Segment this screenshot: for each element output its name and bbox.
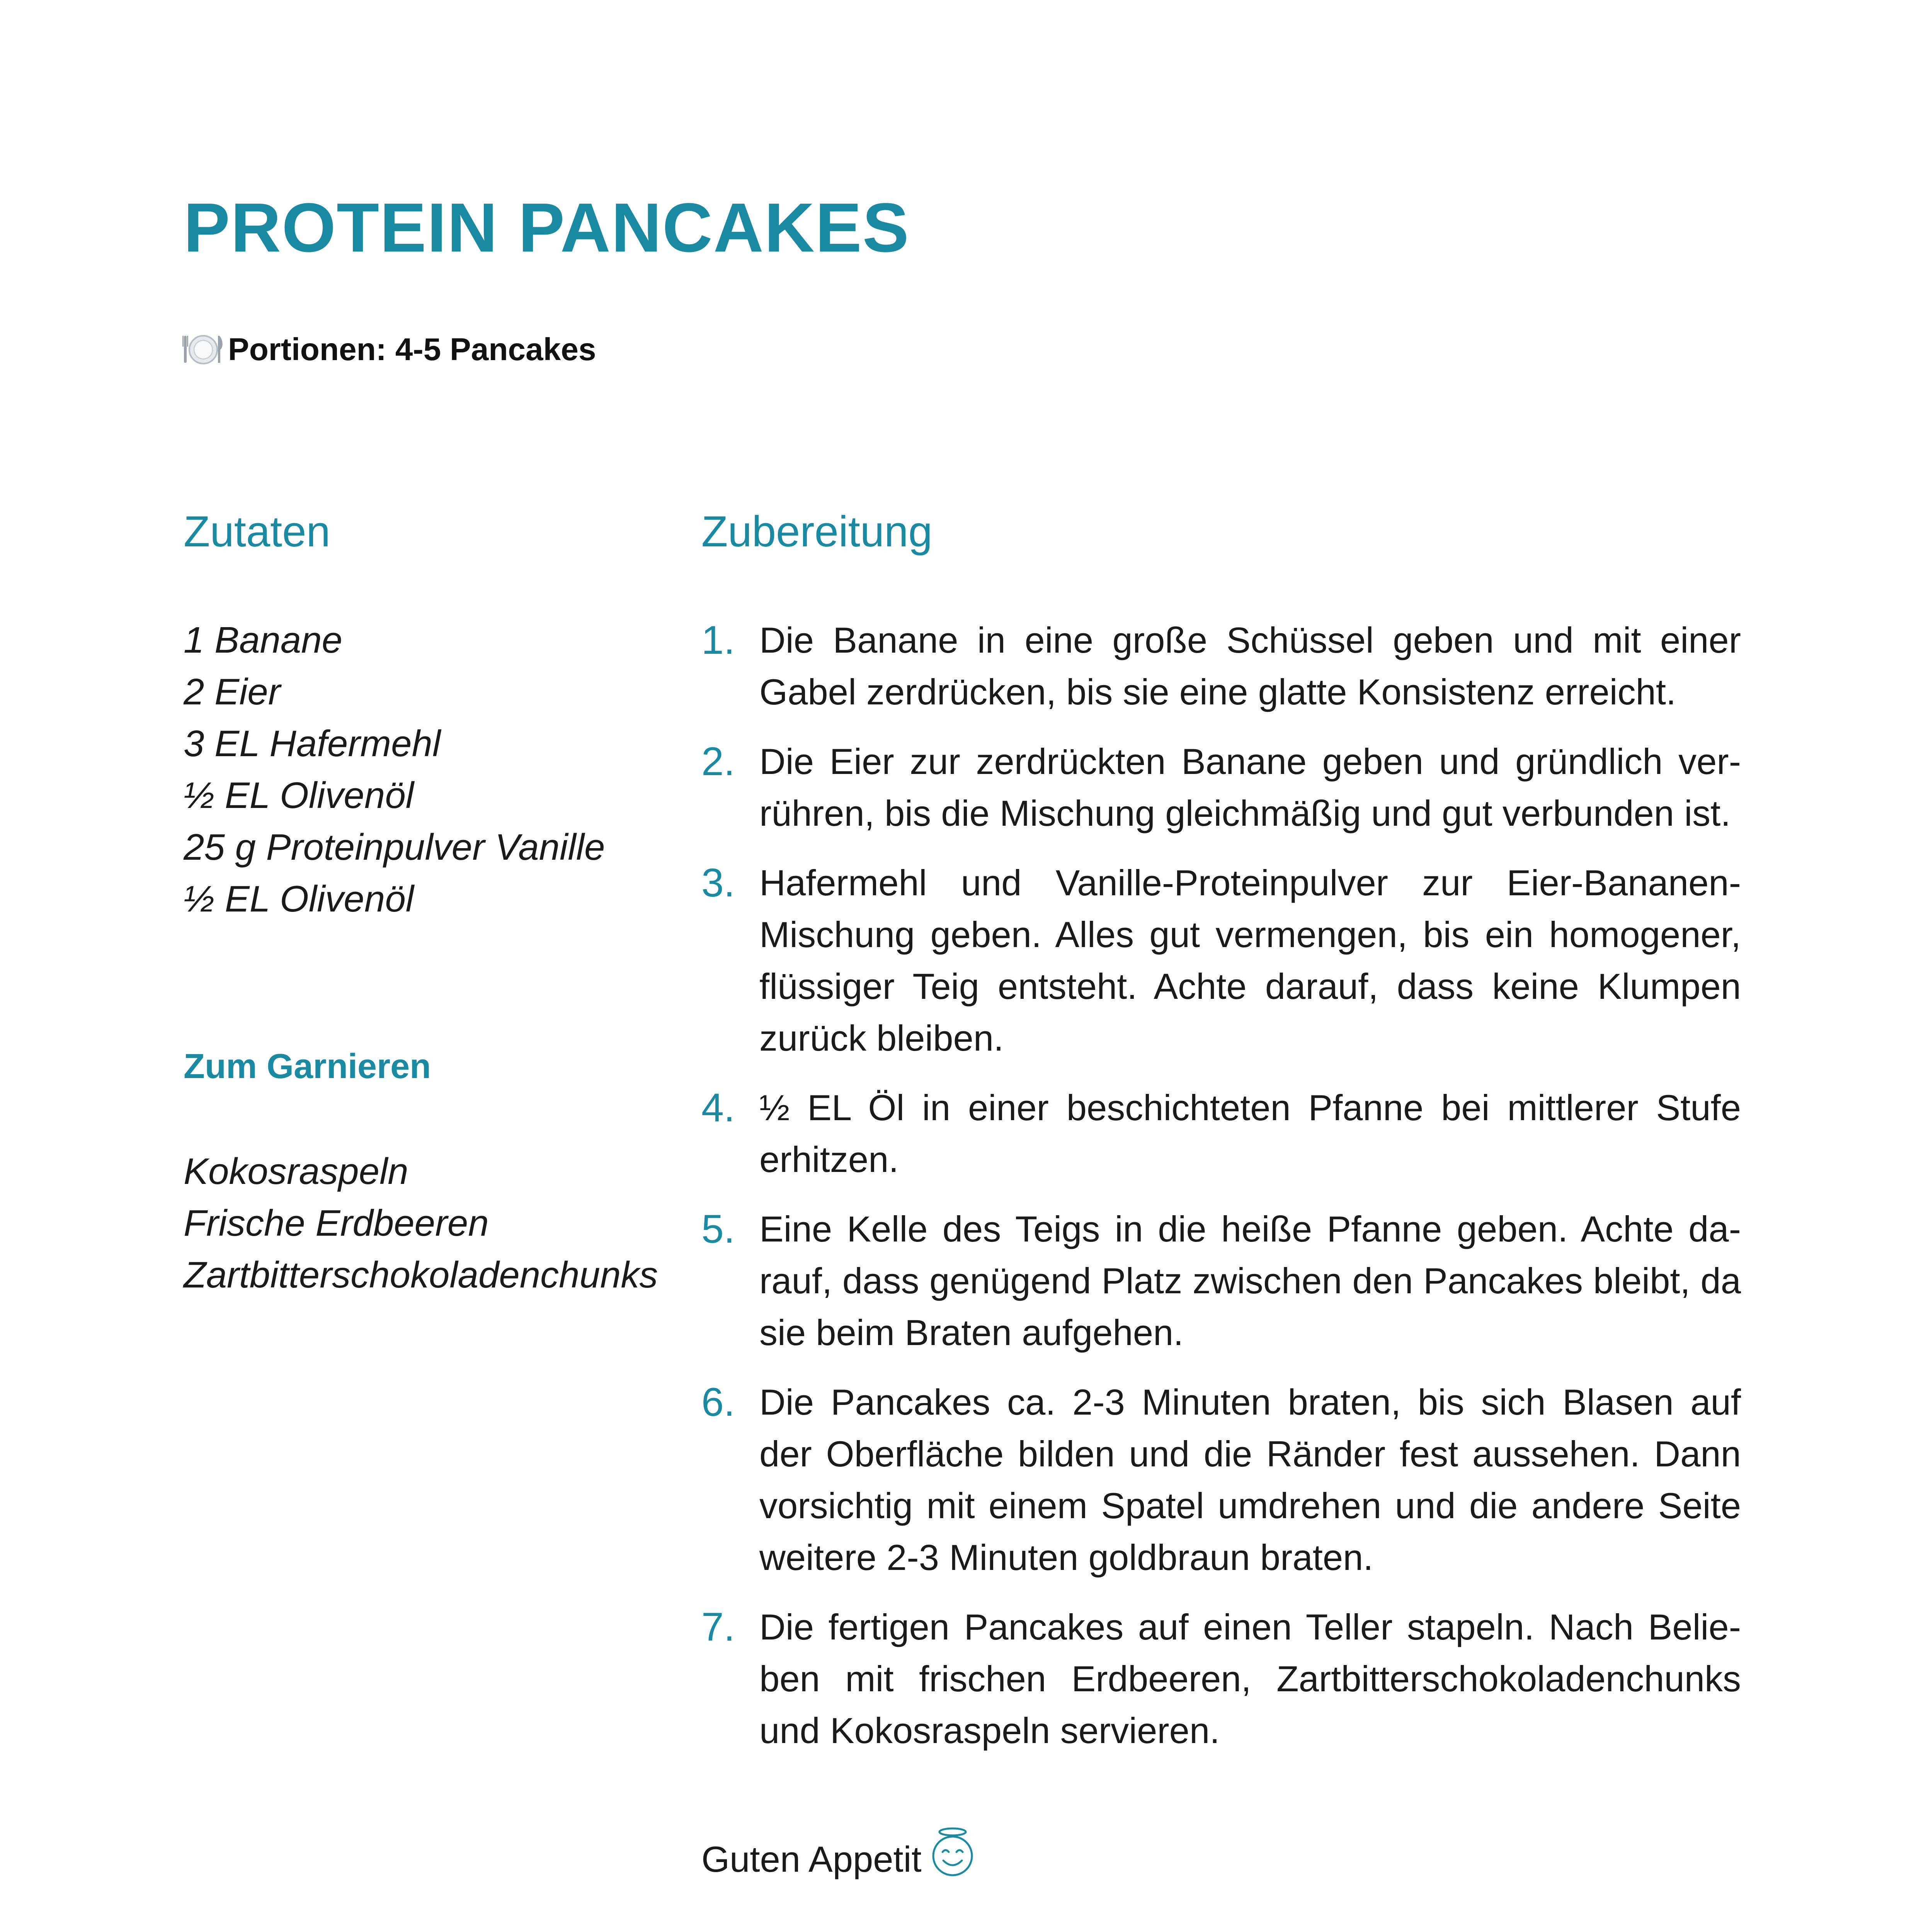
closing-text: Guten Appetit xyxy=(701,1839,922,1879)
step-number: 5. xyxy=(701,1207,735,1252)
garnish-heading: Zum Garnieren xyxy=(184,1047,431,1086)
step-text: Die Banane in eine große Schüssel geben und mit einer Gabel zerdrücken, bis sie eine glatte Konsistenz erreicht. xyxy=(759,620,1741,712)
ingredient-item: 25 g Proteinpulver Vanille xyxy=(184,827,605,868)
ingredient-item: ½ EL Olivenöl xyxy=(184,878,414,920)
preparation-steps xyxy=(701,614,1741,1774)
step-number: 1. xyxy=(701,618,735,663)
ingredient-item: 2 Eier xyxy=(184,671,281,713)
garnish-list xyxy=(184,1146,658,1301)
garnish-item: Zartbitterschokoladenchunks xyxy=(184,1254,658,1296)
step-text: Die Eier zur zerdrückten Banane geben und gründlich verrühren, bis die Mischung gleichmäßig und gut verbunden ist. xyxy=(759,741,1741,833)
step-number: 2. xyxy=(701,739,735,784)
ingredient-item: 1 Banane xyxy=(184,619,343,661)
garnish-item: Frische Erdbeeren xyxy=(184,1202,489,1244)
step-number: 7. xyxy=(701,1605,735,1650)
step-text: Eine Kelle des Teigs in die heiße Pfanne geben. Achte darauf, dass genügend Platz zwischen den Pancakes bleibt, da sie beim Braten aufgehen. xyxy=(759,1209,1741,1353)
preparation-step xyxy=(701,1203,1741,1359)
step-number: 3. xyxy=(701,861,735,905)
ingredients-heading: Zutaten xyxy=(184,507,330,556)
ingredient-item: ½ EL Olivenöl xyxy=(184,775,414,816)
step-number: 6. xyxy=(701,1380,735,1425)
step-text: Die Pancakes ca. 2-3 Minuten braten, bis sich Blasen auf der Oberfläche bilden und die Ränder fest aussehen. Dann vorsichtig mit einem Spatel umdrehen und die andere Seite weitere 2-3 Minuten goldbraun braten. xyxy=(759,1382,1741,1578)
plate-cutlery-icon xyxy=(182,330,224,369)
portions-label: Portionen: 4-5 Pancakes xyxy=(228,332,596,367)
preparation-heading: Zubereitung xyxy=(701,507,932,556)
preparation-step xyxy=(701,857,1741,1064)
preparation-step xyxy=(701,614,1741,718)
portions-info xyxy=(182,327,596,373)
step-text: Hafermehl und Vanille-Proteinpulver zur Eier-Bananen-Mischung geben. Alles gut vermengen, bis ein homogener, flüssiger Teig entsteht. Achte darauf, dass keine Klumpen zurück bleiben. xyxy=(759,862,1741,1058)
preparation-step xyxy=(701,1601,1741,1757)
smiling-face-with-halo-icon xyxy=(929,1827,976,1877)
preparation-step xyxy=(701,1082,1741,1185)
preparation-step xyxy=(701,1376,1741,1583)
step-number: 4. xyxy=(701,1085,735,1130)
garnish-item: Kokosraspeln xyxy=(184,1151,408,1192)
step-text: Die fertigen Pancakes auf einen Teller stapeln. Nach Belieben mit frischen Erdbeeren, Zartbitterschokoladenchunks und Kokosraspeln servieren. xyxy=(759,1607,1741,1751)
step-text: ½ EL Öl in einer beschichteten Pfanne bei mittlerer Stufe erhitzen. xyxy=(759,1087,1741,1180)
closing-line xyxy=(701,1833,976,1885)
ingredients-list xyxy=(184,614,605,925)
ingredient-item: 3 EL Hafermehl xyxy=(184,723,441,764)
page-title: PROTEIN PANCAKES xyxy=(184,189,910,267)
preparation-step xyxy=(701,736,1741,839)
